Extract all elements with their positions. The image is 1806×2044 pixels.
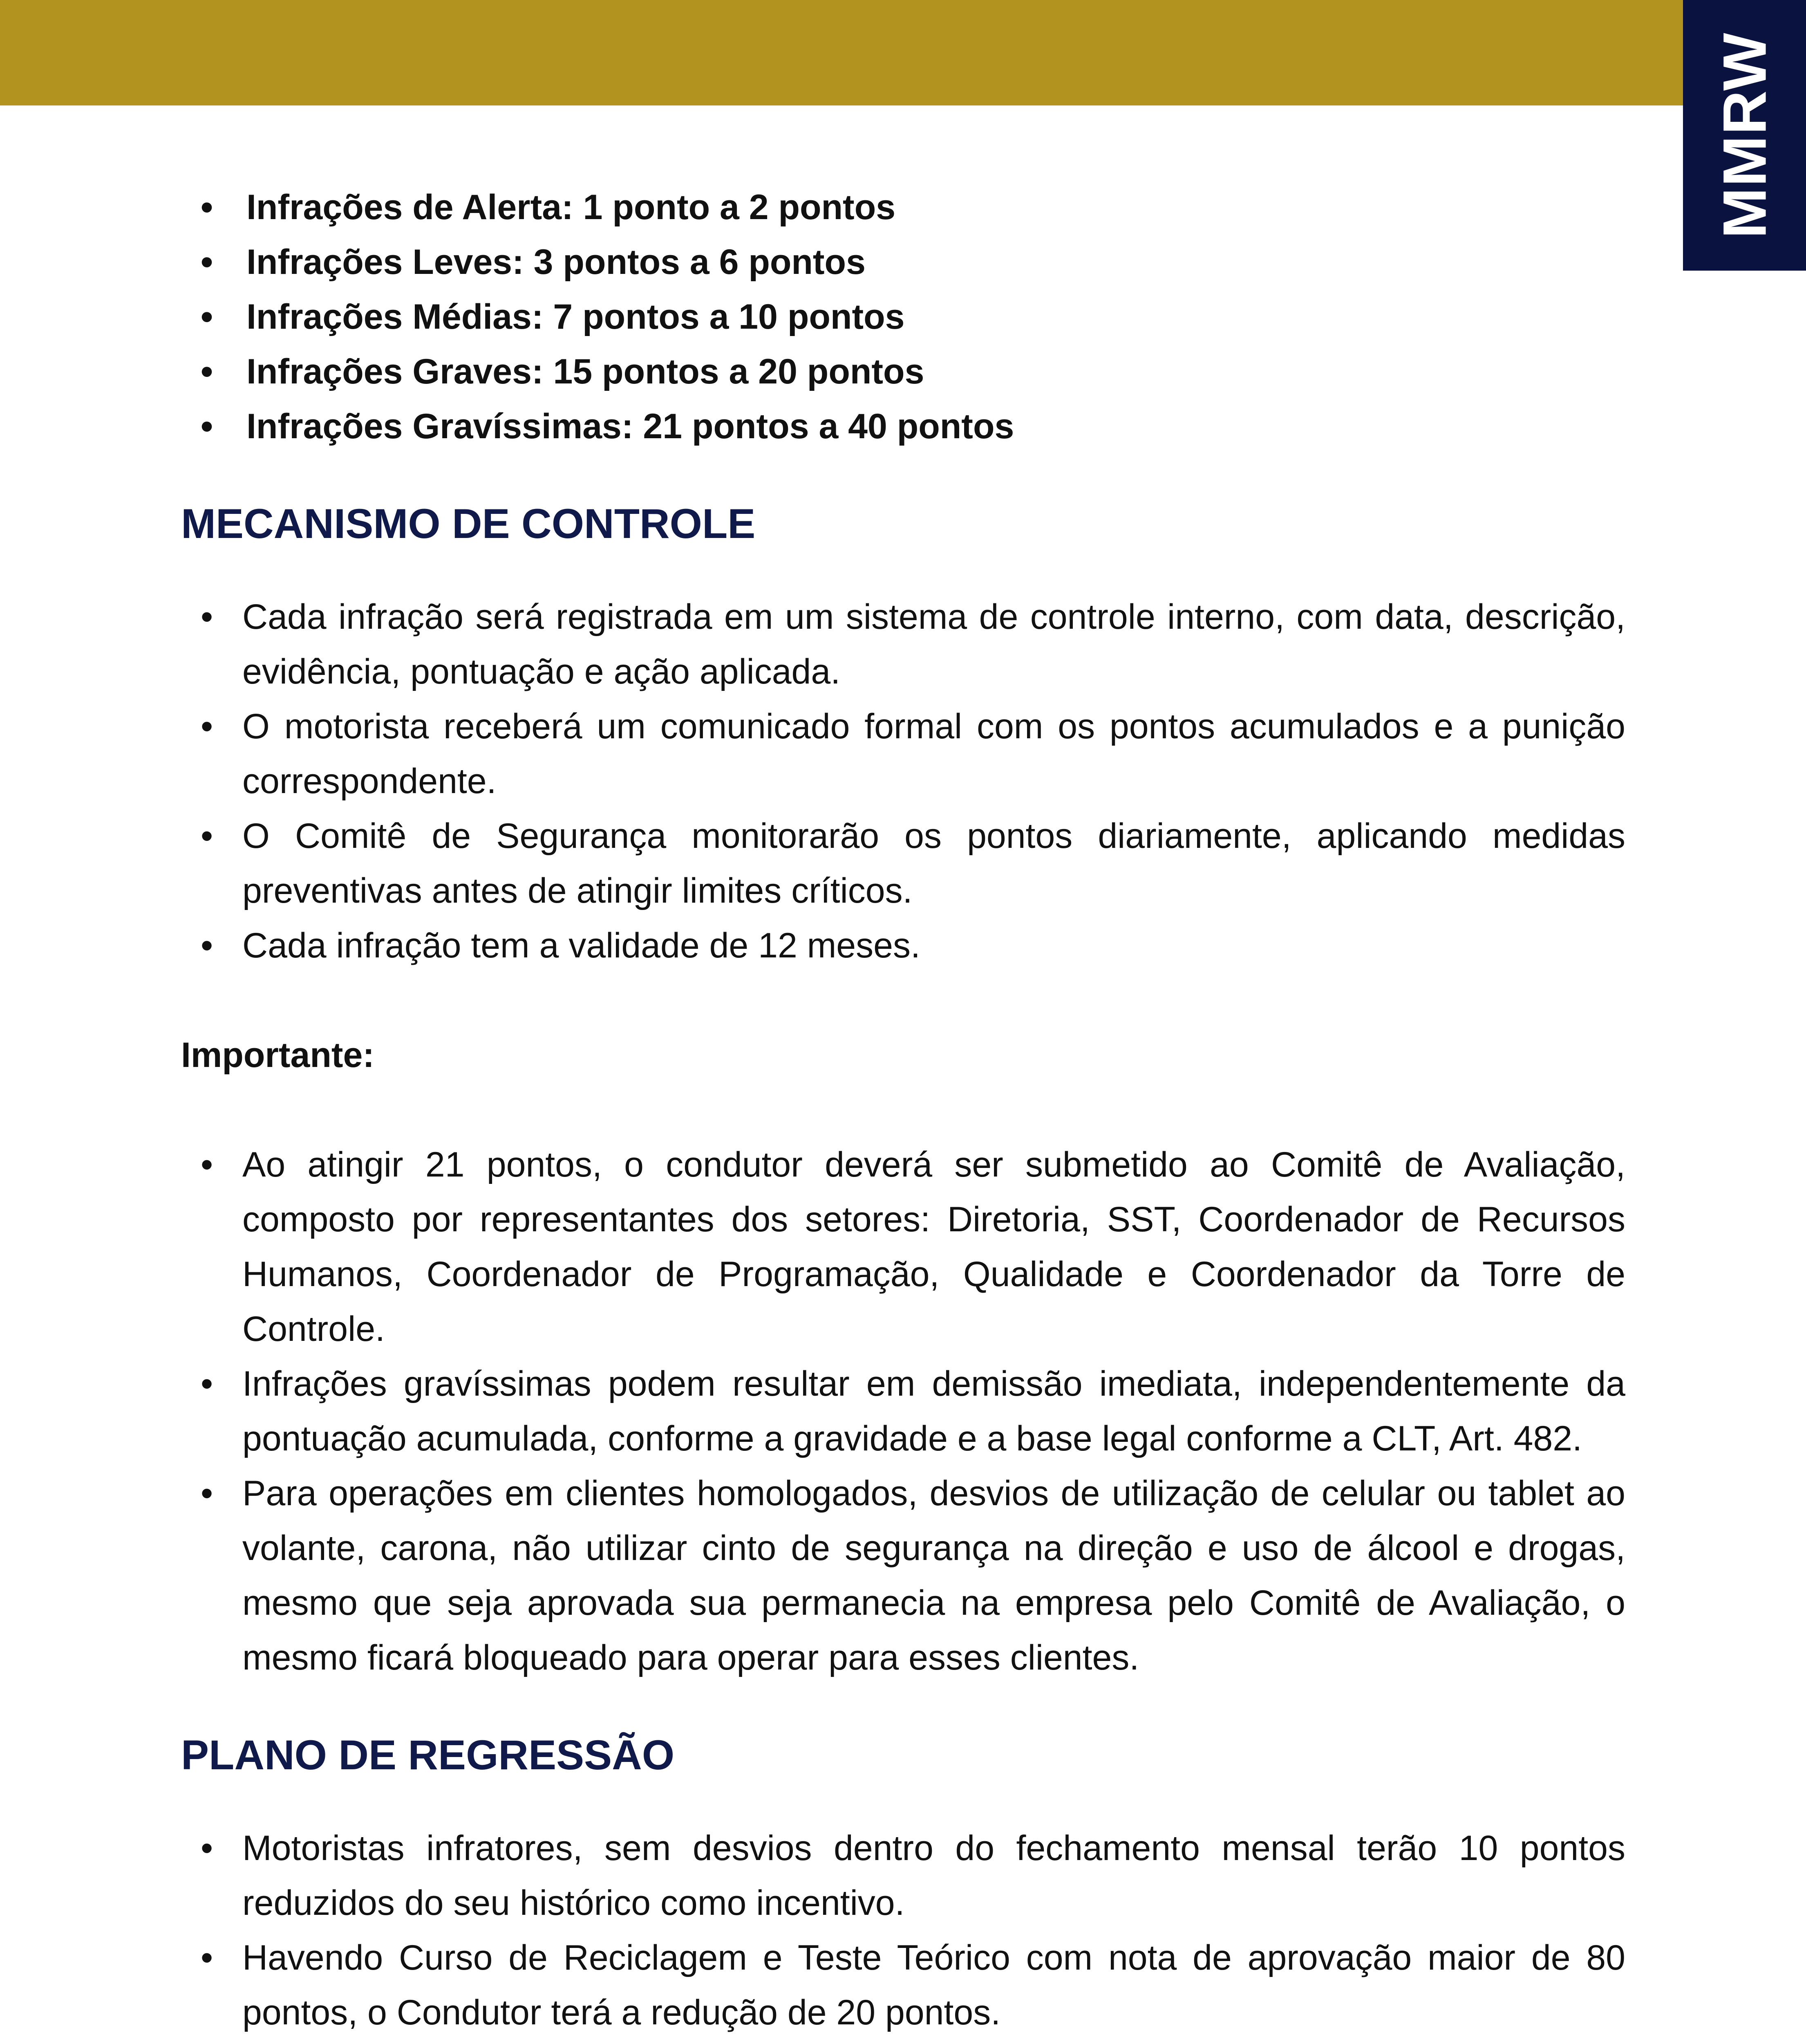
control-list-item: • O motorista receberá um comunicado formal com os pontos acumulados e a punição correspondente. xyxy=(181,699,1625,809)
control-list-item: • Cada infração será registrada em um sistema de controle interno, com data, descrição, evidência, pontuação e ação aplicada. xyxy=(181,589,1625,699)
regression-list-item: • Havendo Curso de Reciclagem e Teste Teórico com nota de aprovação maior de 80 pontos, o Condutor terá a redução de 20 pontos. xyxy=(181,1930,1625,2040)
infraction-level-item: • Infrações Leves: 3 pontos a 6 pontos xyxy=(181,235,1625,289)
control-important-item: • Ao atingir 21 pontos, o condutor deverá ser submetido ao Comitê de Avaliação, composto por representantes dos setores: Diretoria, SST, Coordenador de Recursos Humanos, Coordenador de Programação, Qualidade e Coordenador da Torre de Controle. xyxy=(181,1137,1625,1356)
infraction-levels-list xyxy=(181,180,1625,454)
infraction-level-item: • Infrações Gravíssimas: 21 pontos a 40 pontos xyxy=(181,399,1625,454)
header-bar xyxy=(0,0,1683,105)
control-important-item: • Infrações gravíssimas podem resultar em demissão imediata, independentemente da pontuação acumulada, conforme a gravidade e a base legal conforme a CLT, Art. 482. xyxy=(181,1356,1625,1466)
regression-list xyxy=(181,1821,1625,2040)
control-list xyxy=(181,589,1625,973)
page-content xyxy=(181,164,1625,2044)
infraction-level-item: • Infrações Médias: 7 pontos a 10 pontos xyxy=(181,289,1625,344)
infraction-level-item: • Infrações Graves: 15 pontos a 20 pontos xyxy=(181,344,1625,399)
control-important-label: Importante: xyxy=(181,1035,374,1075)
infraction-level-item: • Infrações de Alerta: 1 ponto a 2 pontos xyxy=(181,180,1625,235)
control-list-item: • O Comitê de Segurança monitorarão os pontos diariamente, aplicando medidas preventivas antes de atingir limites críticos. xyxy=(181,809,1625,918)
regression-list-item: • Motoristas infratores, sem desvios dentro do fechamento mensal terão 10 pontos reduzidos do seu histórico como incentivo. xyxy=(181,1821,1625,1930)
brand-text: MMRW xyxy=(1710,32,1779,239)
brand-tab xyxy=(1683,0,1806,271)
control-important-item: • Para operações em clientes homologados, desvios de utilização de celular ou tablet ao volante, carona, não utilizar cinto de segurança na direção e uso de álcool e drogas, mesmo que seja aprovada sua permanecia na empresa pelo Comitê de Avaliação, o mesmo ficará bloqueado para operar para esses clientes. xyxy=(181,1466,1625,1685)
regression-section-title: PLANO DE REGRESSÃO xyxy=(181,1732,675,1778)
control-section-title: MECANISMO DE CONTROLE xyxy=(181,500,756,547)
control-list-item: • Cada infração tem a validade de 12 meses. xyxy=(181,918,1625,973)
control-important-list xyxy=(181,1137,1625,1685)
